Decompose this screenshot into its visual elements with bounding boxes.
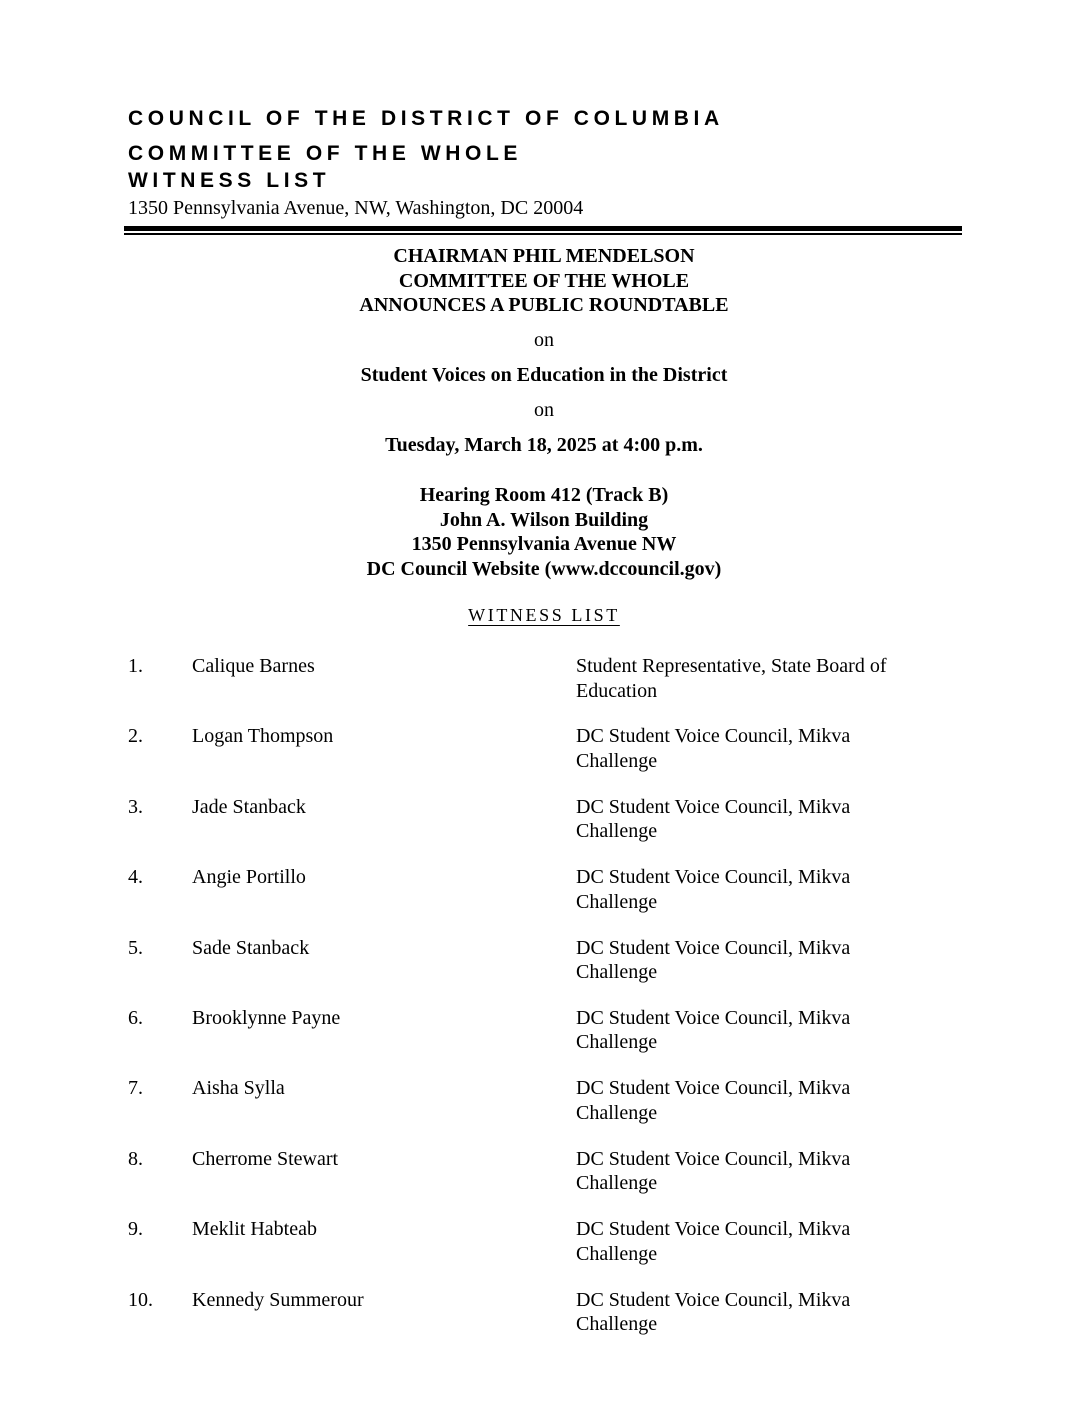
witness-name: Brooklynne Payne — [192, 1006, 341, 1029]
witness-number: 7. — [128, 1077, 143, 1100]
location-block — [0, 483, 1088, 581]
witness-row — [128, 1076, 948, 1146]
witness-affiliation: DC Student Voice Council, Mikva Challenge — [576, 725, 851, 772]
building-name: John A. Wilson Building — [439, 508, 649, 531]
committee-line: COMMITTEE OF THE WHOLE — [398, 269, 690, 292]
witness-list-heading — [0, 606, 1088, 624]
street-address: 1350 Pennsylvania Avenue NW — [411, 533, 677, 555]
header-rule-thick — [124, 226, 962, 231]
witness-name: Cherrome Stewart — [192, 1147, 339, 1170]
witness-number: 3. — [128, 795, 143, 818]
witness-row — [128, 1217, 948, 1287]
witness-affiliation: DC Student Voice Council, Mikva Challenge — [576, 795, 851, 843]
witness-row — [128, 795, 948, 865]
witness-number: 5. — [128, 936, 143, 959]
chairman-line: CHAIRMAN PHIL MENDELSON — [393, 245, 695, 267]
witness-name: Meklit Habteab — [192, 1218, 317, 1241]
witness-name: Sade Stanback — [192, 936, 310, 959]
witness-row — [128, 1147, 948, 1217]
witness-number: 8. — [128, 1147, 143, 1170]
witness-affiliation: DC Student Voice Council, Mikva Challenge — [576, 1147, 851, 1195]
witness-row — [128, 724, 948, 794]
witness-affiliation: DC Student Voice Council, Mikva Challenge — [576, 1006, 851, 1054]
witness-list-heading-text: WITNESS LIST — [468, 605, 620, 625]
witness-number: 2. — [128, 725, 143, 748]
witness-name: Angie Portillo — [192, 866, 306, 889]
council-name: COUNCIL OF THE DISTRICT OF COLUMBIA — [128, 107, 724, 130]
witness-number: 6. — [128, 1006, 143, 1029]
witness-affiliation: DC Student Voice Council, Mikva Challenge — [576, 1218, 851, 1265]
witness-number: 1. — [128, 655, 143, 677]
witness-row — [128, 936, 948, 1006]
witness-name: Logan Thompson — [192, 725, 334, 748]
witness-affiliation: DC Student Voice Council, Mikva Challenge — [576, 866, 851, 913]
roundtable-datetime: Tuesday, March 18, 2025 at 4:00 p.m. — [385, 434, 703, 456]
witness-name: Jade Stanback — [192, 795, 306, 818]
witness-name: Calique Barnes — [192, 655, 315, 677]
witness-number: 9. — [128, 1218, 143, 1241]
witness-name: Kennedy Summerour — [192, 1288, 364, 1311]
council-website: DC Council Website (www.dccouncil.gov) — [366, 557, 722, 580]
witness-affiliation: DC Student Voice Council, Mikva Challenge — [576, 936, 851, 984]
witness-number: 10. — [128, 1288, 153, 1311]
witness-row — [128, 654, 948, 724]
witness-row — [128, 1288, 948, 1358]
witness-number: 4. — [128, 866, 143, 889]
witness-row — [128, 865, 948, 935]
on-connector-2: on — [534, 399, 554, 421]
committee-name: COMMITTEE OF THE WHOLE — [128, 142, 523, 165]
roundtable-line: ANNOUNCES A PUBLIC ROUNDTABLE — [359, 294, 729, 316]
document-type: WITNESS LIST — [128, 169, 331, 192]
witness-list — [128, 654, 948, 1358]
witness-name: Aisha Sylla — [192, 1077, 285, 1100]
roundtable-topic: Student Voices on Education in the District — [360, 364, 728, 386]
witness-affiliation: DC Student Voice Council, Mikva Challenge — [576, 1288, 851, 1336]
council-address: 1350 Pennsylvania Avenue, NW, Washington, DC 20004 — [128, 197, 584, 219]
witness-affiliation: Student Representative, State Board of Education — [576, 655, 887, 702]
witness-row — [128, 1006, 948, 1076]
header-rule-thin — [124, 233, 962, 235]
announcement-heading — [0, 244, 1088, 318]
on-connector-1: on — [534, 329, 554, 351]
hearing-room: Hearing Room 412 (Track B) — [419, 484, 669, 506]
witness-affiliation: DC Student Voice Council, Mikva Challenge — [576, 1077, 851, 1124]
